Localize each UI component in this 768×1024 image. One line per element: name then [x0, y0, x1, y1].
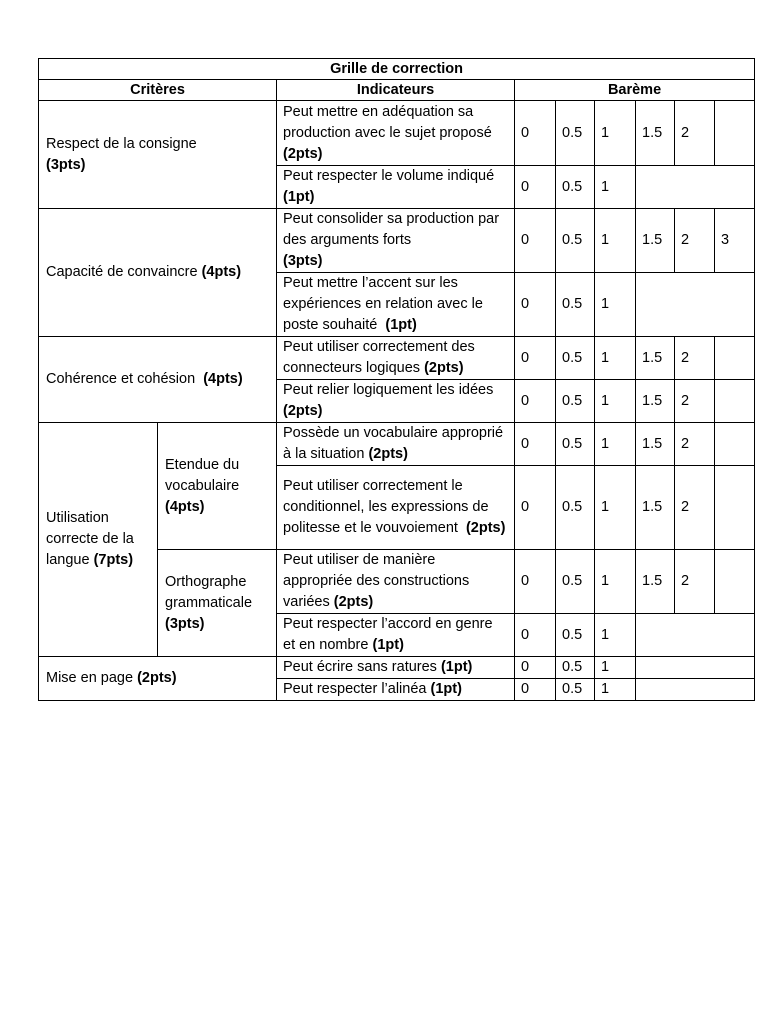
score-cell-empty: [715, 550, 755, 614]
score-cell: 1: [595, 273, 636, 337]
subcriterion-points: (4pts): [165, 498, 205, 515]
indicator-points: (2pts): [424, 360, 464, 376]
indicator-points: (2pts): [465, 520, 506, 536]
indicator-cell: [277, 679, 515, 701]
score-cell: 1.5: [636, 380, 675, 423]
score-cell-empty: [636, 166, 755, 209]
score-cell: 3: [715, 209, 755, 273]
indicator-text: Peut utiliser correctement des connecteurs logiques: [283, 339, 475, 376]
score-cell: 1.5: [636, 101, 675, 166]
score-cell: 1: [595, 423, 636, 466]
score-cell: 0.5: [556, 166, 595, 209]
criterion-name: Cohérence et cohésion: [46, 371, 196, 387]
score-cell: 1: [595, 550, 636, 614]
score-cell-empty: [715, 380, 755, 423]
score-cell: 0.5: [556, 466, 595, 550]
indicator-text: Possède un vocabulaire approprié à la situation: [283, 425, 504, 462]
indicator-points: (1pt): [385, 317, 417, 333]
indicator-text: Peut mettre en adéquation sa production avec le sujet proposé: [283, 103, 492, 141]
indicator-cell: [277, 209, 515, 273]
score-cell: 0: [515, 337, 556, 380]
score-cell: 1.5: [636, 550, 675, 614]
indicator-cell: [277, 466, 515, 550]
criterion-points: (4pts): [201, 264, 242, 280]
indicator-text: Peut relier logiquement les idées: [283, 382, 494, 398]
score-cell: 2: [675, 101, 715, 166]
indicator-points: (3pts): [283, 253, 323, 269]
criterion-utilisation-langue: [39, 423, 158, 657]
criterion-coherence-cohesion: [39, 337, 277, 423]
score-cell: 0: [515, 380, 556, 423]
criterion-points: (2pts): [137, 670, 177, 686]
score-cell: 2: [675, 550, 715, 614]
indicator-cell: [277, 101, 515, 166]
indicator-text: Peut respecter l’alinéa: [283, 681, 427, 697]
score-cell: 1.5: [636, 337, 675, 380]
indicator-text: Peut utiliser correctement le conditionnel, les expressions de politesse et le vouvoiement: [283, 478, 489, 536]
score-cell: 0.5: [556, 101, 595, 166]
subcriterion-points: (3pts): [165, 615, 205, 632]
score-cell: 1: [595, 166, 636, 209]
score-cell: 1: [595, 466, 636, 550]
score-cell: 1: [595, 614, 636, 657]
indicator-points: (2pts): [283, 145, 323, 162]
score-cell-empty: [715, 101, 755, 166]
score-cell-empty: [636, 657, 755, 679]
score-cell: 2: [675, 209, 715, 273]
criterion-points: (4pts): [203, 371, 243, 387]
indicator-points: (1pt): [440, 659, 473, 675]
score-cell: 0.5: [556, 423, 595, 466]
score-cell: 1.5: [636, 423, 675, 466]
score-cell: 1: [595, 657, 636, 679]
indicator-cell: [277, 614, 515, 657]
indicator-text: Peut mettre l’accent sur les expériences en relation avec le poste souhaité: [283, 275, 483, 333]
grid-title: Grille de correction: [39, 59, 755, 80]
indicator-text: Peut respecter le volume indiqué: [283, 168, 495, 184]
criterion-name: Respect de la consigne: [46, 135, 197, 152]
criterion-name: Utilisation correcte de la langue: [46, 510, 134, 568]
score-cell: 1.5: [636, 209, 675, 273]
criterion-points: (3pts): [46, 156, 86, 173]
score-cell: 0.5: [556, 550, 595, 614]
criterion-points: (7pts): [93, 552, 134, 568]
score-cell: 0: [515, 423, 556, 466]
subcriterion-name: Etendue du vocabulaire: [165, 456, 240, 494]
criterion-respect-consigne: [39, 101, 277, 209]
score-cell: 1: [595, 101, 636, 166]
header-bareme: Barème: [515, 80, 755, 101]
score-cell-empty: [636, 273, 755, 337]
score-cell-empty: [715, 337, 755, 380]
criterion-capacite-convaincre: [39, 209, 277, 337]
score-cell: 0: [515, 657, 556, 679]
indicator-cell: [277, 550, 515, 614]
score-cell: 1: [595, 380, 636, 423]
indicator-points: (2pts): [368, 446, 408, 462]
indicator-text: Peut écrire sans ratures: [283, 659, 437, 675]
indicator-cell: [277, 273, 515, 337]
score-cell: 2: [675, 337, 715, 380]
score-cell: 0.5: [556, 679, 595, 701]
score-cell: 0: [515, 679, 556, 701]
score-cell: 0: [515, 166, 556, 209]
indicator-cell: [277, 423, 515, 466]
score-cell: 2: [675, 380, 715, 423]
correction-grid: [38, 58, 755, 701]
indicator-cell: [277, 380, 515, 423]
score-cell-empty: [636, 614, 755, 657]
subcriterion-name: Orthographe grammaticale: [165, 573, 253, 611]
indicator-cell: [277, 337, 515, 380]
indicator-text: Peut utiliser de manière appropriée des constructions variées: [283, 552, 470, 610]
score-cell: 0.5: [556, 337, 595, 380]
score-cell: 1: [595, 337, 636, 380]
score-cell-empty: [715, 466, 755, 550]
subcriterion-orthographe-grammaticale: [158, 550, 277, 657]
score-cell: 1: [595, 679, 636, 701]
score-cell: 0.5: [556, 614, 595, 657]
score-cell: 2: [675, 423, 715, 466]
score-cell: 0: [515, 466, 556, 550]
criterion-name: Mise en page: [46, 670, 134, 686]
score-cell: 1.5: [636, 466, 675, 550]
indicator-points: (1pt): [430, 681, 462, 697]
header-criteres: Critères: [39, 80, 277, 101]
subcriterion-etendue-vocabulaire: [158, 423, 277, 550]
indicator-cell: [277, 166, 515, 209]
indicator-text: Peut consolider sa production par des arguments forts: [283, 211, 500, 248]
score-cell: 1: [595, 209, 636, 273]
score-cell: 0.5: [556, 273, 595, 337]
score-cell: 0: [515, 273, 556, 337]
header-indicateurs: Indicateurs: [277, 80, 515, 101]
criterion-name: Capacité de convaincre: [46, 264, 198, 280]
score-cell-empty: [636, 679, 755, 701]
indicator-text: Peut respecter l’accord en genre et en nombre: [283, 616, 493, 653]
criterion-mise-en-page: [39, 657, 277, 701]
score-cell: 0: [515, 550, 556, 614]
indicator-points: (1pt): [283, 189, 315, 205]
indicator-points: (1pt): [372, 637, 404, 653]
score-cell: 0: [515, 101, 556, 166]
score-cell: 0: [515, 209, 556, 273]
score-cell: 0: [515, 614, 556, 657]
score-cell: 0.5: [556, 380, 595, 423]
indicator-points: (2pts): [333, 594, 374, 610]
score-cell: 2: [675, 466, 715, 550]
indicator-points: (2pts): [283, 403, 323, 419]
score-cell: 0.5: [556, 209, 595, 273]
score-cell: 0.5: [556, 657, 595, 679]
indicator-cell: [277, 657, 515, 679]
score-cell-empty: [715, 423, 755, 466]
